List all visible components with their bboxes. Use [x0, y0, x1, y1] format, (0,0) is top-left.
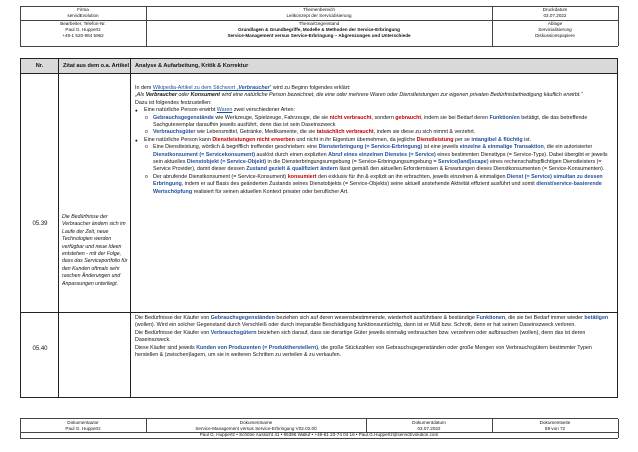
footer-page: Dokumentseite 59 von 72 — [539, 420, 571, 432]
analysis-text-0539: In dem Wikipedia-Artikel zu dem Stichwort „Verbraucher“ wird zu Beginn folgendes erklärt: „Als Verbraucher oder Konsument wird eine natürliche Person bezeichnet, die eine oder mehrere Waren oder Dienstleistungen zur eigenen privaten Bedürfnisbefriedigung käuflich erwirbt.“ Dazu ist folgendes festzustellen: ● Eine natürliche Person erwirbt Waren zwei verschiedener Arten: o Gebrauchsgegenstände wie Werkzeuge, Spielzeuge, Fahrzeuge, die sie nicht verbraucht, sondern gebraucht, indem sie bei Bedarf deren Funktion/en betätigt, die das betreffende Sachgutexemplar daraufhin jeweils ausführt, denn das ist sein Daseinszweck o Verbrauchsgüter wie Lebensmittel, Getränke, Medikamente, die sie tatsächlich verbraucht, indem sie diese zu sich nimmt & verzehrt. ● Eine natürliche Person kann Dienstleistungen nicht erwerben und nicht in ihr Eigentum übernehmen, da jegliche Dienstleistung per se intangibel & flüchtig ist. o Eine Dienstleistung, wörtlich & begrifflich treffender geschrieben: eine Diensterbringung (= Service-Erbringung) ist eine jeweils einzelne & einmalige Transaktion, die ein autorisierter Dienstkonsument (= Servicekonsument) auslöst durch einen expliziten Abruf eines einzelnen Dienstes (= Service) eines bestimmten Diensttyps (= Service-Typs). Dabei übergibt er jeweils sein aktuelles Dienstobjekt (= Service-Objekt) in die Diensterbringungsumgebung (= Service-Erbringungsumgebung = Service(land)scape) eines rechenschaftspflichtigen Dienstleisters (= Service Provider), damit dieser dessen Zustand gezielt & qualifiziert ändern lässt gemäß den aktuellen Erfordernissen & Erwartungen dieses Dienstkonsumenten (= Service-Konsumenten). o Der abrufende Dienstkonsument (= Service-Konsument) konsumiert den exklusiv für ihn & explizit an ihn erbrachten, jeweils einzelnen & einmaligen Dienst (= Service) simultan zu dessen Erbringung, indem er auf Basis des geänderten Zustands seines Dienstobjekts (= Service-Objekts) seine aktuell anstehende Aktivität effizient ausführt und somit dienst/service-basierende Wertschöpfung realisiert für seinen aktuellen Kontext privater oder beruflicher Art. — [135, 85, 615, 196]
footer-doc-name: Dokumentname Service-Management versus Service-Erbringung V02.02.00 — [195, 420, 317, 432]
analysis-table — [20, 58, 618, 398]
header-filing: Ablage Servicialisierung Diskussionspapiere — [535, 21, 575, 39]
document-footer — [20, 418, 618, 446]
header-print-date: Druckdatum 03.07.2022 — [542, 7, 568, 19]
col-header-analysis: Analyse & Aufarbeitung, Kritik & Korrektur — [135, 63, 249, 69]
header-subject: Thema/Gegenstand Grundlagen & Grundbegriffe, Modelle & Methoden der Service-Erbringung Service-Management versus Service-Erbringung – Abgrenzungen und Unterschiede — [227, 21, 411, 39]
footer-author: Dokumentautor Paul G. Huppertz — [65, 420, 101, 432]
analysis-text-0540: Die Bedürfnisse der Käufer von Gebrauchsgegenständen beziehen sich auf deren wesensbestimmende, wiederholt ausführbare & beständige Funktionen, die sie bei Bedarf immer wieder betätigen (wollen). Wird ein solcher Gegenstand durch Verschleiß oder durch irreparable Beschädigung funktionsuntüchtig, dann ist er Müll bzw. Schrott, denn er hat seinen Daseinszweck verloren. Die Bedürfnisse der Käufer von Verbrauchsgütern beziehen sich darauf, dass sie derartige Güter jeweils einmalig verbrauchen bzw. verzehren oder aufbrauchen (wollen), denn das ist deren Daseinszweck. Diese Käufer sind jeweils Kunden von Produzenten (= Produktherstellern), die große Stückzahlen von Gebrauchsgegenständen oder große Mengen von Verbrauchsgütern bestimmter Typen herstellen & (zwischen)lagern, um sie in weiteren Schritten zu verteilen & zu verkaufen. — [135, 315, 609, 359]
header-author: Bearbeiter, Telefon-Nr. Paul G. Huppertz +49-1 520-984 5962 — [60, 21, 106, 39]
footer-doc-date: Dokumentdatum 03.07.2022 — [412, 420, 446, 432]
table-header — [21, 59, 617, 74]
col-header-nr: Nr. — [21, 59, 59, 74]
header-topic: Themenbereich Leitkonzept der Servicidisierung — [286, 7, 352, 19]
col-header-quote: Zitat aus dem o.a. Artikel — [59, 59, 131, 74]
quote-text: Die Bedürfnisse der Verbraucher ändern sich im Laufe der Zeit, neue Technologien werden verfügbar und neue Ideen entstehen - mit der Folge, dass das Serviceportfolio für den Kunden oftmals sehr raschen Änderungen und Anpassungen unterliegt. — [62, 214, 128, 287]
wikipedia-link[interactable]: Wikipedia-Artikel zu dem Stichwort „Verbraucher“ — [152, 85, 272, 91]
row-number: 05.40 — [32, 346, 48, 352]
header-company: Firma servidEvolution — [67, 7, 99, 19]
footer-address: Paul G. Huppertz • Schöne Aussicht 41 • 65396 Walluf • +49-61 23-74 04 16 • Paul.G.Huppertz@servicEvolution.com — [199, 432, 439, 437]
row-number: 05.39 — [32, 221, 48, 227]
